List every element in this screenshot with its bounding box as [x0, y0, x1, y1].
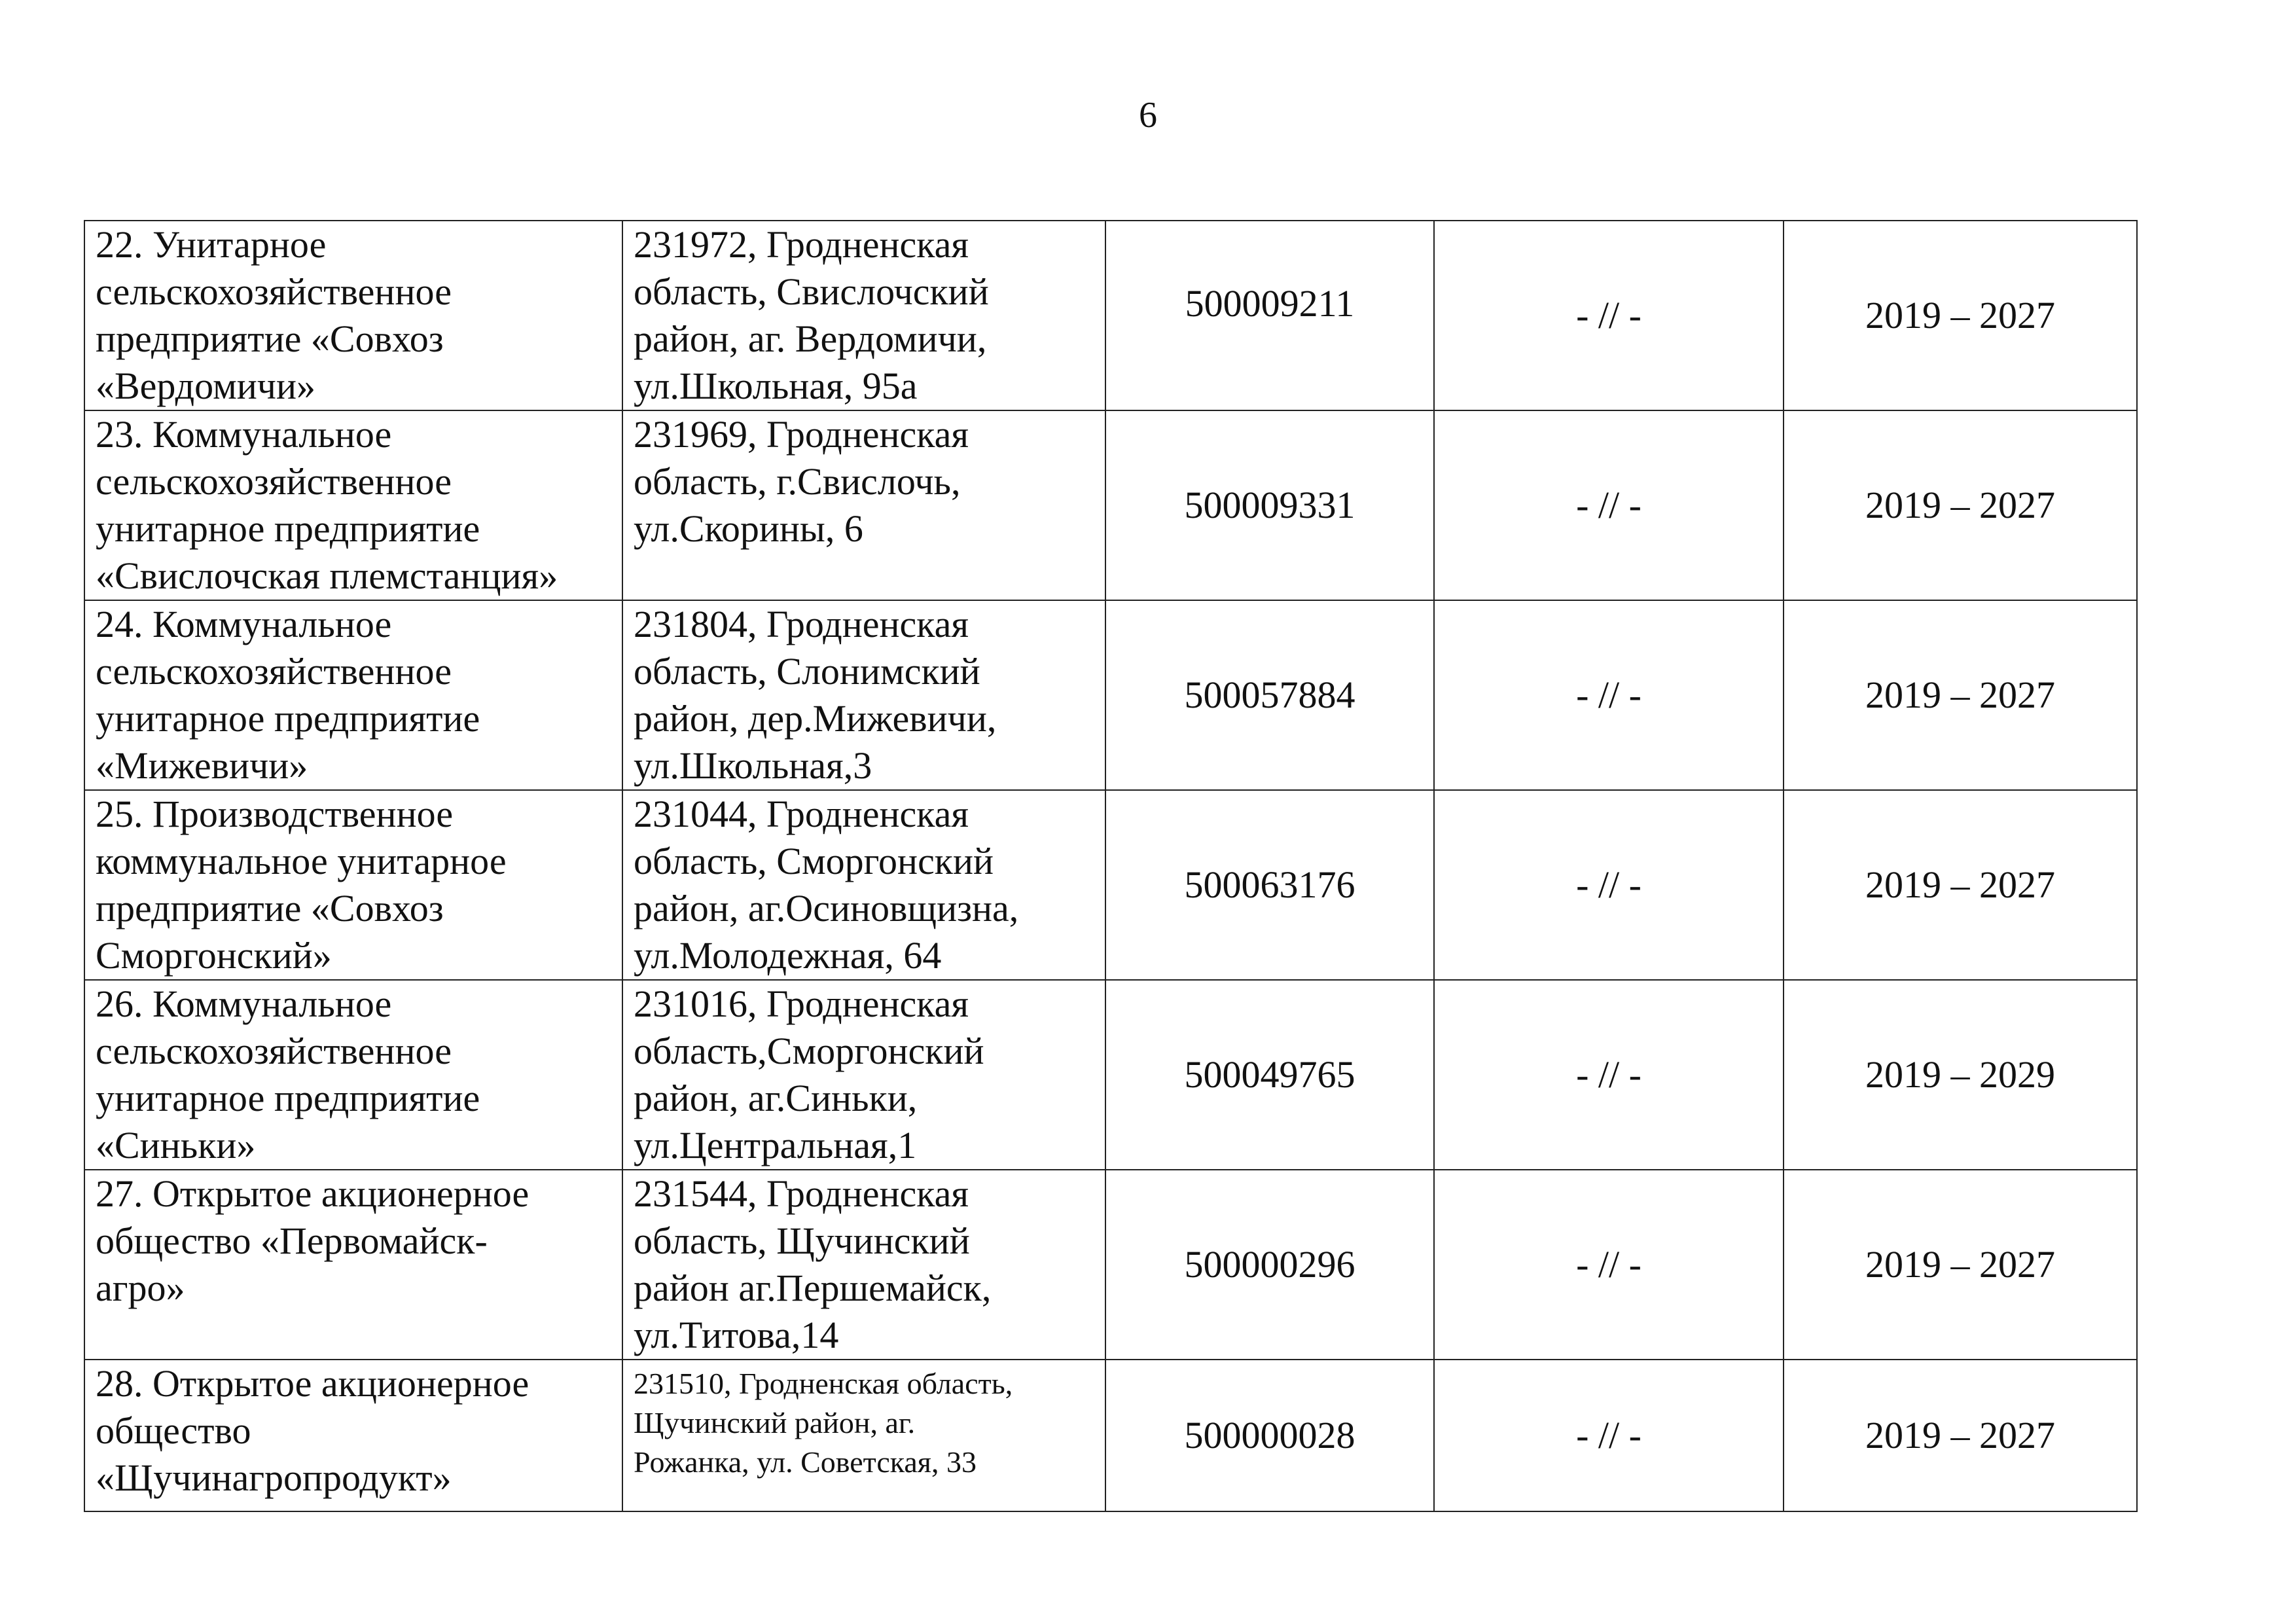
enterprise-name-cell: [84, 600, 622, 790]
registration-code-cell: 500009331: [1105, 410, 1434, 600]
enterprise-name-line: «Свислочская племстанция»: [96, 554, 558, 597]
period-cell: 2019 – 2027: [1784, 790, 2137, 980]
enterprise-name-cell: [84, 790, 622, 980]
ditto-mark-cell: - // -: [1434, 221, 1784, 410]
address-line: область, Сморгонский: [634, 840, 994, 882]
table-row: [84, 790, 2137, 980]
ditto-mark-cell: - // -: [1434, 790, 1784, 980]
ditto-mark-cell: - // -: [1434, 980, 1784, 1170]
enterprise-name-line: 27. Открытое акционерное: [96, 1172, 529, 1215]
table-row: [84, 1170, 2137, 1360]
enterprise-name-line: сельскохозяйственное: [96, 270, 452, 313]
address-line: область, Щучинский: [634, 1219, 970, 1262]
address-cell: [622, 1360, 1105, 1511]
enterprise-name-line: сельскохозяйственное: [96, 650, 452, 693]
table-row: [84, 410, 2137, 600]
address-line: район, аг.Синьки,: [634, 1077, 918, 1119]
enterprise-name-cell: [84, 410, 622, 600]
ditto-mark-cell: - // -: [1434, 1170, 1784, 1360]
enterprise-name-line: предприятие «Совхоз: [96, 317, 444, 360]
address-line: область, Слонимский: [634, 650, 980, 693]
address-cell: [622, 980, 1105, 1170]
enterprise-name-line: «Мижевичи»: [96, 744, 308, 787]
address-line: 231510, Гродненская область,: [634, 1367, 1013, 1400]
enterprise-name-line: 23. Коммунальное: [96, 413, 392, 456]
enterprise-table: [84, 220, 2138, 1512]
enterprise-name-cell: [84, 221, 622, 410]
enterprise-name-line: «Вердомичи»: [96, 365, 316, 407]
ditto-mark-cell: - // -: [1434, 1360, 1784, 1511]
address-line: область,Сморгонский: [634, 1030, 984, 1072]
address-cell: [622, 410, 1105, 600]
address-line: 231804, Гродненская: [634, 603, 969, 645]
enterprise-name-line: общество «Первомайск-: [96, 1219, 488, 1262]
address-line: Рожанка, ул. Советская, 33: [634, 1445, 977, 1479]
address-line: район, аг.Осиновщизна,: [634, 887, 1019, 929]
enterprise-name-line: Сморгонский»: [96, 934, 332, 977]
address-line: 231969, Гродненская: [634, 413, 969, 456]
address-line: область, г.Свислочь,: [634, 460, 961, 503]
address-line: ул.Титова,14: [634, 1314, 839, 1356]
period-cell: 2019 – 2027: [1784, 600, 2137, 790]
table-row: [84, 221, 2137, 410]
registration-code-cell: 500049765: [1105, 980, 1434, 1170]
ditto-mark-cell: - // -: [1434, 410, 1784, 600]
address-cell: [622, 790, 1105, 980]
enterprise-name-line: сельскохозяйственное: [96, 460, 452, 503]
period-cell: 2019 – 2027: [1784, 1360, 2137, 1511]
address-line: ул.Школьная,3: [634, 744, 872, 787]
enterprise-name-line: «Синьки»: [96, 1124, 256, 1166]
enterprise-name-line: 26. Коммунальное: [96, 983, 392, 1025]
table-row: [84, 600, 2137, 790]
enterprise-name-line: общество: [96, 1409, 251, 1452]
address-cell: [622, 221, 1105, 410]
address-line: ул.Школьная, 95а: [634, 365, 918, 407]
period-cell: 2019 – 2027: [1784, 221, 2137, 410]
address-line: ул.Центральная,1: [634, 1124, 917, 1166]
registration-code-cell: 500000296: [1105, 1170, 1434, 1360]
enterprise-name-cell: [84, 1360, 622, 1511]
period-cell: 2019 – 2029: [1784, 980, 2137, 1170]
registration-code: 500009211: [1185, 282, 1355, 325]
address-line: Щучинский район, аг.: [634, 1406, 916, 1439]
enterprise-name-cell: [84, 1170, 622, 1360]
address-line: 231016, Гродненская: [634, 983, 969, 1025]
ditto-mark-cell: - // -: [1434, 600, 1784, 790]
enterprise-name-line: сельскохозяйственное: [96, 1030, 452, 1072]
address-line: район аг.Першемайск,: [634, 1267, 992, 1309]
address-line: область, Свислочский: [634, 270, 989, 313]
period-cell: 2019 – 2027: [1784, 410, 2137, 600]
period-cell: 2019 – 2027: [1784, 1170, 2137, 1360]
page-number: 6: [1139, 95, 1157, 135]
enterprise-name-line: 25. Производственное: [96, 793, 454, 835]
address-line: ул.Молодежная, 64: [634, 934, 942, 977]
enterprise-name-line: «Щучинагропродукт»: [96, 1456, 452, 1499]
table-row: [84, 980, 2137, 1170]
registration-code-cell: 500063176: [1105, 790, 1434, 980]
enterprise-name-line: унитарное предприятие: [96, 1077, 480, 1119]
enterprise-name-line: унитарное предприятие: [96, 507, 480, 550]
enterprise-name-line: 28. Открытое акционерное: [96, 1362, 529, 1405]
address-line: 231972, Гродненская: [634, 223, 969, 266]
address-line: район, аг. Вердомичи,: [634, 317, 987, 360]
registration-code-cell: 500000028: [1105, 1360, 1434, 1511]
table-row: [84, 1360, 2137, 1511]
address-cell: [622, 600, 1105, 790]
registration-code-cell: [1105, 221, 1434, 410]
enterprise-name-line: 24. Коммунальное: [96, 603, 392, 645]
registration-code-cell: 500057884: [1105, 600, 1434, 790]
enterprise-name-line: 22. Унитарное: [96, 223, 327, 266]
enterprise-name-line: коммунальное унитарное: [96, 840, 507, 882]
enterprise-name-line: унитарное предприятие: [96, 697, 480, 740]
address-line: 231044, Гродненская: [634, 793, 969, 835]
address-cell: [622, 1170, 1105, 1360]
address-line: район, дер.Мижевичи,: [634, 697, 997, 740]
address-line: ул.Скорины, 6: [634, 507, 863, 550]
enterprise-name-cell: [84, 980, 622, 1170]
enterprise-name-line: предприятие «Совхоз: [96, 887, 444, 929]
address-line: 231544, Гродненская: [634, 1172, 969, 1215]
enterprise-name-line: агро»: [96, 1267, 185, 1309]
